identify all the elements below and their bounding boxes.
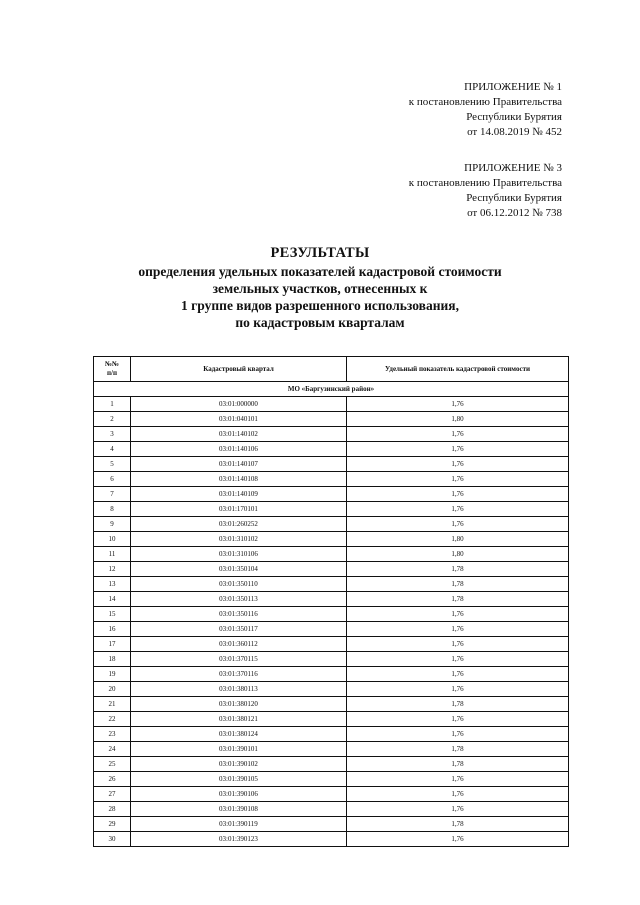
row-number: 16 <box>94 622 131 637</box>
row-specific-value: 1,76 <box>347 652 569 667</box>
row-number: 29 <box>94 817 131 832</box>
row-cadastral-quarter: 03:01:390108 <box>131 802 347 817</box>
row-cadastral-quarter: 03:01:390105 <box>131 772 347 787</box>
table-row <box>94 622 569 637</box>
appendix-1-header <box>262 80 562 140</box>
row-specific-value: 1,76 <box>347 712 569 727</box>
row-specific-value: 1,76 <box>347 667 569 682</box>
row-specific-value: 1,76 <box>347 622 569 637</box>
row-specific-value: 1,76 <box>347 472 569 487</box>
row-specific-value: 1,80 <box>347 547 569 562</box>
table-row <box>94 832 569 847</box>
row-number: 12 <box>94 562 131 577</box>
row-number: 10 <box>94 532 131 547</box>
row-number: 15 <box>94 607 131 622</box>
row-specific-value: 1,76 <box>347 787 569 802</box>
row-number: 28 <box>94 802 131 817</box>
row-specific-value: 1,76 <box>347 832 569 847</box>
row-cadastral-quarter: 03:01:310106 <box>131 547 347 562</box>
header-number <box>94 357 131 382</box>
table-row <box>94 697 569 712</box>
row-cadastral-quarter: 03:01:360112 <box>131 637 347 652</box>
row-number: 24 <box>94 742 131 757</box>
table-row <box>94 727 569 742</box>
appendix-date: от 06.12.2012 № 738 <box>467 207 562 219</box>
page-title: РЕЗУЛЬТАТЫ <box>270 245 370 261</box>
row-cadastral-quarter: 03:01:000000 <box>131 397 347 412</box>
table-row <box>94 592 569 607</box>
row-specific-value: 1,76 <box>347 802 569 817</box>
table-row <box>94 487 569 502</box>
table-row <box>94 652 569 667</box>
table-row <box>94 457 569 472</box>
row-cadastral-quarter: 03:01:350104 <box>131 562 347 577</box>
table-row <box>94 412 569 427</box>
table-row <box>94 607 569 622</box>
row-cadastral-quarter: 03:01:140102 <box>131 427 347 442</box>
row-number: 27 <box>94 787 131 802</box>
row-cadastral-quarter: 03:01:310102 <box>131 532 347 547</box>
row-cadastral-quarter: 03:01:350110 <box>131 577 347 592</box>
row-number: 26 <box>94 772 131 787</box>
row-cadastral-quarter: 03:01:380113 <box>131 682 347 697</box>
table-row <box>94 787 569 802</box>
row-specific-value: 1,76 <box>347 442 569 457</box>
appendix-title: ПРИЛОЖЕНИЕ № 3 <box>464 162 562 174</box>
row-number: 2 <box>94 412 131 427</box>
title-line-1: определения удельных показателей кадастровой стоимости <box>138 264 502 279</box>
table-row <box>94 802 569 817</box>
table-header-row <box>94 357 569 382</box>
group-row <box>94 382 569 397</box>
table-row <box>94 472 569 487</box>
table-row <box>94 517 569 532</box>
row-number: 4 <box>94 442 131 457</box>
row-number: 25 <box>94 757 131 772</box>
row-specific-value: 1,80 <box>347 412 569 427</box>
table-row <box>94 772 569 787</box>
row-specific-value: 1,78 <box>347 577 569 592</box>
row-cadastral-quarter: 03:01:380121 <box>131 712 347 727</box>
row-specific-value: 1,76 <box>347 727 569 742</box>
row-specific-value: 1,76 <box>347 682 569 697</box>
title-line-3: 1 группе видов разрешенного использования, <box>181 298 459 313</box>
appendix-date: от 14.08.2019 № 452 <box>467 126 562 138</box>
row-number: 23 <box>94 727 131 742</box>
table-row <box>94 637 569 652</box>
row-specific-value: 1,76 <box>347 607 569 622</box>
row-number: 6 <box>94 472 131 487</box>
table-body <box>94 382 569 847</box>
row-cadastral-quarter: 03:01:390101 <box>131 742 347 757</box>
appendix-issuer: Республики Бурятия <box>466 111 562 123</box>
appendix-3-header <box>262 161 562 221</box>
row-cadastral-quarter: 03:01:140109 <box>131 487 347 502</box>
table-row <box>94 532 569 547</box>
row-number: 8 <box>94 502 131 517</box>
row-cadastral-quarter: 03:01:350117 <box>131 622 347 637</box>
row-specific-value: 1,78 <box>347 592 569 607</box>
appendix-reference: к постановлению Правительства <box>408 177 562 189</box>
row-specific-value: 1,76 <box>347 502 569 517</box>
row-cadastral-quarter: 03:01:140108 <box>131 472 347 487</box>
table-row <box>94 742 569 757</box>
header-number-line-1: №№ <box>104 360 120 368</box>
row-specific-value: 1,78 <box>347 697 569 712</box>
row-cadastral-quarter: 03:01:170101 <box>131 502 347 517</box>
appendix-issuer: Республики Бурятия <box>466 192 562 204</box>
row-cadastral-quarter: 03:01:040101 <box>131 412 347 427</box>
row-specific-value: 1,78 <box>347 757 569 772</box>
document-title <box>70 245 570 331</box>
row-cadastral-quarter: 03:01:380124 <box>131 727 347 742</box>
header-cadastral-quarter: Кадастровый квартал <box>131 357 347 382</box>
table-row <box>94 667 569 682</box>
row-specific-value: 1,78 <box>347 817 569 832</box>
row-specific-value: 1,76 <box>347 427 569 442</box>
row-cadastral-quarter: 03:01:140107 <box>131 457 347 472</box>
row-specific-value: 1,80 <box>347 532 569 547</box>
table-row <box>94 577 569 592</box>
table-row <box>94 817 569 832</box>
group-label: МО «Баргузинский район» <box>94 382 569 397</box>
table-row <box>94 547 569 562</box>
row-number: 3 <box>94 427 131 442</box>
table-row <box>94 427 569 442</box>
table-row <box>94 712 569 727</box>
row-cadastral-quarter: 03:01:370116 <box>131 667 347 682</box>
row-specific-value: 1,76 <box>347 457 569 472</box>
row-cadastral-quarter: 03:01:350116 <box>131 607 347 622</box>
row-cadastral-quarter: 03:01:390102 <box>131 757 347 772</box>
row-number: 13 <box>94 577 131 592</box>
row-number: 17 <box>94 637 131 652</box>
header-specific-value: Удельный показатель кадастровой стоимости <box>347 357 569 382</box>
row-number: 7 <box>94 487 131 502</box>
row-cadastral-quarter: 03:01:380120 <box>131 697 347 712</box>
row-specific-value: 1,76 <box>347 637 569 652</box>
row-number: 1 <box>94 397 131 412</box>
table-row <box>94 442 569 457</box>
appendix-title: ПРИЛОЖЕНИЕ № 1 <box>464 81 562 93</box>
header-number-line-2: п/п <box>106 369 117 377</box>
row-number: 22 <box>94 712 131 727</box>
appendix-reference: к постановлению Правительства <box>408 96 562 108</box>
row-specific-value: 1,76 <box>347 772 569 787</box>
table-row <box>94 682 569 697</box>
row-number: 9 <box>94 517 131 532</box>
row-number: 30 <box>94 832 131 847</box>
row-number: 14 <box>94 592 131 607</box>
row-cadastral-quarter: 03:01:390106 <box>131 787 347 802</box>
title-line-4: по кадастровым кварталам <box>235 315 405 330</box>
row-cadastral-quarter: 03:01:390123 <box>131 832 347 847</box>
row-specific-value: 1,78 <box>347 742 569 757</box>
row-number: 11 <box>94 547 131 562</box>
results-table <box>93 356 569 847</box>
table-row <box>94 502 569 517</box>
row-specific-value: 1,76 <box>347 487 569 502</box>
row-number: 19 <box>94 667 131 682</box>
row-number: 20 <box>94 682 131 697</box>
title-line-2: земельных участков, отнесенных к <box>212 281 428 296</box>
row-specific-value: 1,76 <box>347 397 569 412</box>
row-cadastral-quarter: 03:01:350113 <box>131 592 347 607</box>
table-row <box>94 562 569 577</box>
row-cadastral-quarter: 03:01:390119 <box>131 817 347 832</box>
row-specific-value: 1,78 <box>347 562 569 577</box>
row-number: 18 <box>94 652 131 667</box>
row-number: 5 <box>94 457 131 472</box>
table-row <box>94 757 569 772</box>
row-cadastral-quarter: 03:01:140106 <box>131 442 347 457</box>
row-specific-value: 1,76 <box>347 517 569 532</box>
row-number: 21 <box>94 697 131 712</box>
row-cadastral-quarter: 03:01:260252 <box>131 517 347 532</box>
row-cadastral-quarter: 03:01:370115 <box>131 652 347 667</box>
table-row <box>94 397 569 412</box>
